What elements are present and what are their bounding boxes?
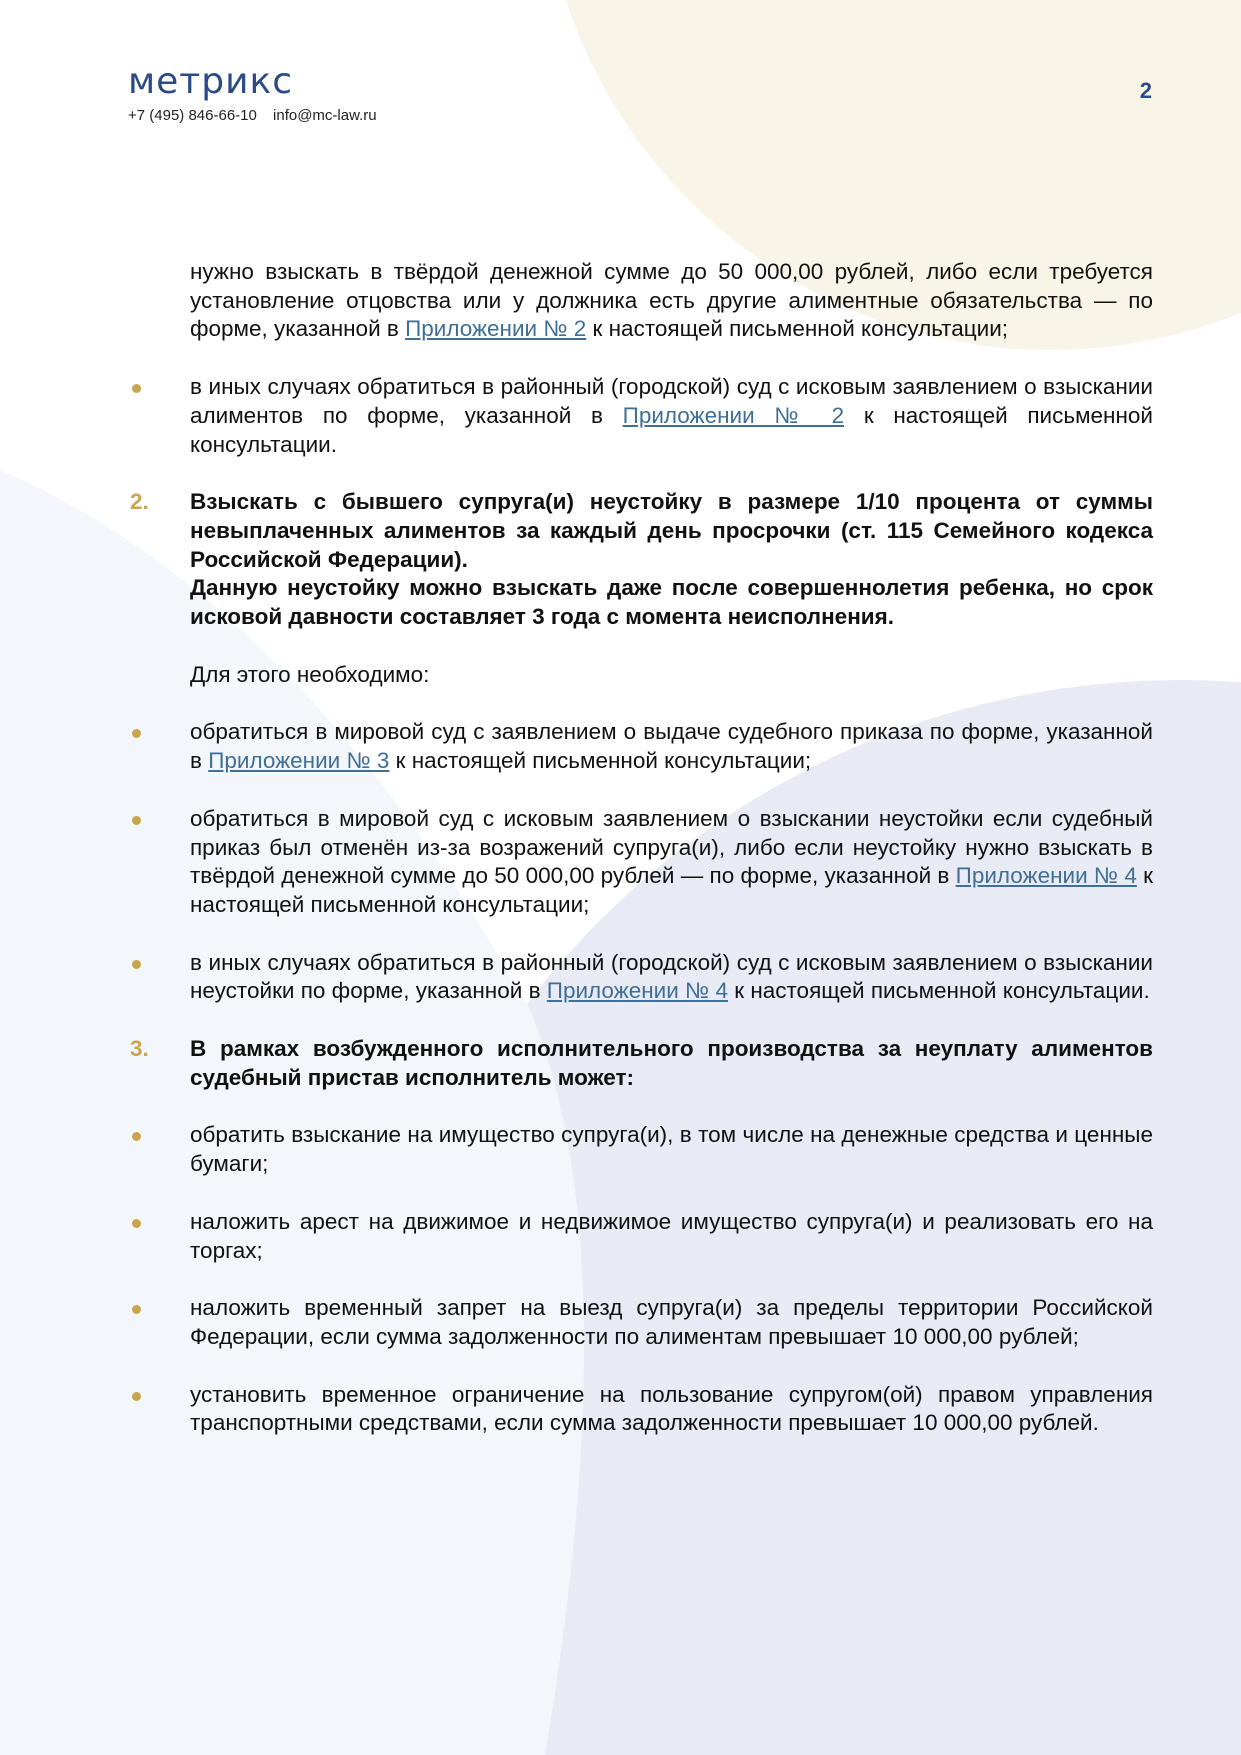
document-body [130, 258, 1153, 1438]
section-number: 2. [130, 489, 149, 515]
bullet-icon [132, 816, 141, 825]
section-number: 3. [130, 1036, 149, 1062]
list-item: обратиться в мировой суд с исковым заявлением о взыскании неустойки если судебный приказ был отменён из-за возражений супруга(и), либо если неустойку нужно взыскать в твёрдой денежной сумме до 50 000,00 рублей — по форме, указанной в Приложении № 4 к настоящей письменной консультации; [190, 805, 1153, 920]
list-item: в иных случаях обратиться в районный (городской) суд с исковым заявлением о взыскании неустойки по форме, указанной в Приложении № 4 к настоящей письменной консультации. [190, 949, 1153, 1006]
appendix-4-link[interactable]: Приложении № 4 [546, 978, 728, 1004]
appendix-3-link[interactable]: Приложении № 3 [208, 748, 390, 774]
list-item: наложить арест на движимое и недвижимое имущество супруга(и) и реализовать его на торгах; [190, 1208, 1153, 1265]
list-item: наложить временный запрет на выезд супруга(и) за пределы территории Российской Федерации, если сумма задолженности по алиментам превышает 10 000,00 рублей; [190, 1294, 1153, 1351]
appendix-2-link[interactable]: Приложении № 2 [622, 402, 845, 428]
section-2-note: Данную неустойку можно взыскать даже после совершеннолетия ребенка, но срок исковой давности составляет 3 года с момента неисполнения. [190, 575, 1153, 630]
paragraph-continuation: нужно взыскать в твёрдой денежной сумме до 50 000,00 рублей, либо если требуется установление отцовства или у должника есть другие алиментные обязательства — по форме, указанной в Приложении № 2 к настоящей письменной консультации; [190, 259, 1153, 342]
email-address: info@mc-law.ru [273, 107, 377, 124]
intro-text: Для этого необходимо: [190, 661, 430, 687]
appendix-2-link[interactable]: Приложении № 2 [405, 316, 587, 342]
phone-number: +7 (495) 846-66-10 [128, 107, 257, 124]
list-item: установить временное ограничение на пользование супругом(ой) правом управления транспортными средствами, если сумма задолженности превышает 10 000,00 рублей. [190, 1381, 1153, 1438]
section-2-heading: Взыскать с бывшего супруга(и) неустойку в размере 1/10 процента от суммы невыплаченных алиментов за каждый день просрочки (ст. 115 Семейного кодекса Российской Федерации). [190, 489, 1153, 572]
bullet-icon [132, 384, 141, 393]
bullet-icon [132, 729, 141, 738]
section-2 [130, 488, 1153, 632]
list-item: обратить взыскание на имущество супруга(и), в том числе на денежные средства и ценные бумаги; [190, 1121, 1153, 1178]
list-item: в иных случаях обратиться в районный (городской) суд с исковым заявлением о взыскании алиментов по форме, указанной в Приложении № 2 к настоящей письменной консультации. [190, 373, 1153, 459]
page-number: 2 [1139, 78, 1152, 103]
bullet-icon [132, 1392, 141, 1401]
bullet-icon [132, 960, 141, 969]
bullet-icon [132, 1132, 141, 1141]
section-3 [130, 1035, 1153, 1092]
bullet-icon [132, 1219, 141, 1228]
bullet-icon [132, 1305, 141, 1314]
section-3-heading: В рамках возбужденного исполнительного производства за неуплату алиментов судебный пристав исполнитель может: [190, 1036, 1153, 1090]
list-item: обратиться в мировой суд с заявлением о выдаче судебного приказа по форме, указанной в Приложении № 3 к настоящей письменной консультации; [190, 718, 1153, 775]
company-logo: метрикс [128, 61, 294, 102]
header-contacts [128, 107, 377, 124]
appendix-4-link[interactable]: Приложении № 4 [955, 863, 1137, 889]
